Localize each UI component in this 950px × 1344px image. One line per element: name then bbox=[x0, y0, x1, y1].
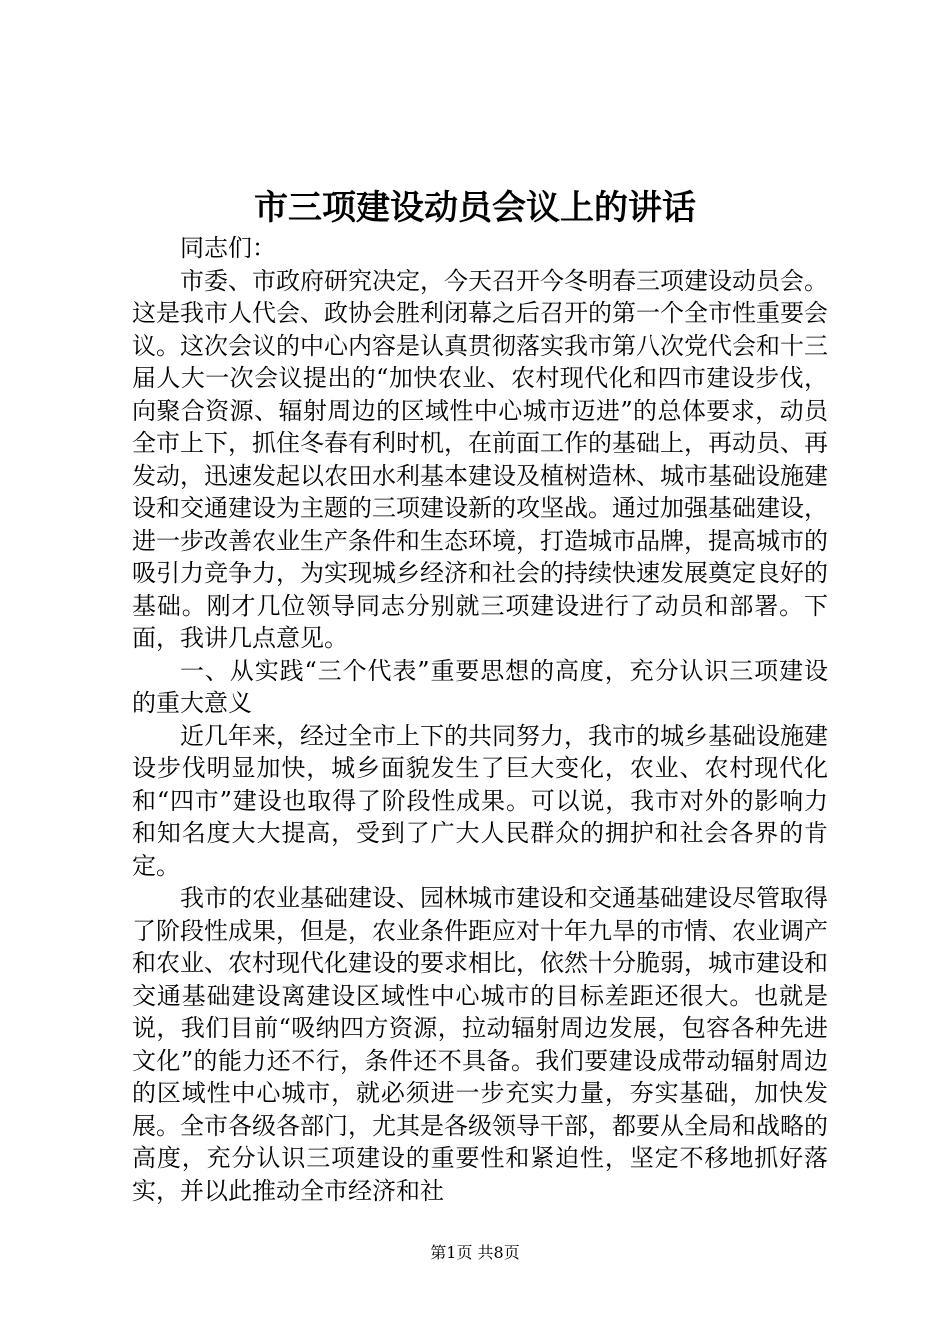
paragraph: 市委、市政府研究决定，今天召开今冬明春三项建设动员会。这是我市人代会、政协会胜利闭幕之后召开的第一个全市性重要会议。这次会议的中心内容是认真贯彻落实我市第八次党代会和十三届人大一次会议提出的“加快农业、农村现代化和四市建设步伐，向聚合资源、辐射周边的区域性中心城市迈进”的总体要求，动员全市上下，抓住冬春有利时机，在前面工作的基础上，再动员、再发动，迅速发起以农田水利基本建设及植树造林、城市基础设施建设和交通建设为主题的三项建设新的攻坚战。通过加强基础建设，进一步改善农业生产条件和生态环境，打造城市品牌，提高城市的吸引力竞争力，为实现城乡经济和社会的持续快速发展奠定良好的基础。刚才几位领导同志分别就三项建设进行了动员和部署。下面，我讲几点意见。 bbox=[132, 266, 828, 652]
page-title: 市三项建设动员会议上的讲话 bbox=[254, 188, 696, 228]
paragraph: 近几年来，经过全市上下的共同努力，我市的城乡基础设施建设步伐明显加快，城乡面貌发生了巨大变化，农业、农村现代化和“四市”建设也取得了阶段性成果。可以说，我市对外的影响力和知名度大大提高，受到了广大人民群众的拥护和社会各界的肯定。 bbox=[132, 721, 828, 880]
paragraph: 我市的农业基础建设、园林城市建设和交通基础建设尽管取得了阶段性成果，但是，农业条件距应对十年九旱的市情、农业调产和农业、农村现代化建设的要求相比，依然十分脆弱，城市建设和交通基础建设离建设区域性中心城市的目标差距还很大。也就是说，我们目前“吸纳四方资源，拉动辐射周边发展，包容各种先进文化”的能力还不行，条件还不具备。我们要建设成带动辐射周边的区域性中心城市，就必须进一步充实力量，夯实基础，加快发展。全市各级各部门，尤其是各级领导干部，都要从全局和战略的高度，充分认识三项建设的重要性和紧迫性，坚定不移地抓好落实，并以此推动全市经济和社 bbox=[132, 884, 828, 1205]
document-body bbox=[132, 232, 828, 1207]
page-number: 第1页 共8页 bbox=[430, 1243, 520, 1262]
salutation: 同志们： bbox=[180, 234, 276, 262]
section-heading: 一、从实践“三个代表”重要思想的高度，充分认识三项建设的重大意义 bbox=[132, 656, 828, 717]
